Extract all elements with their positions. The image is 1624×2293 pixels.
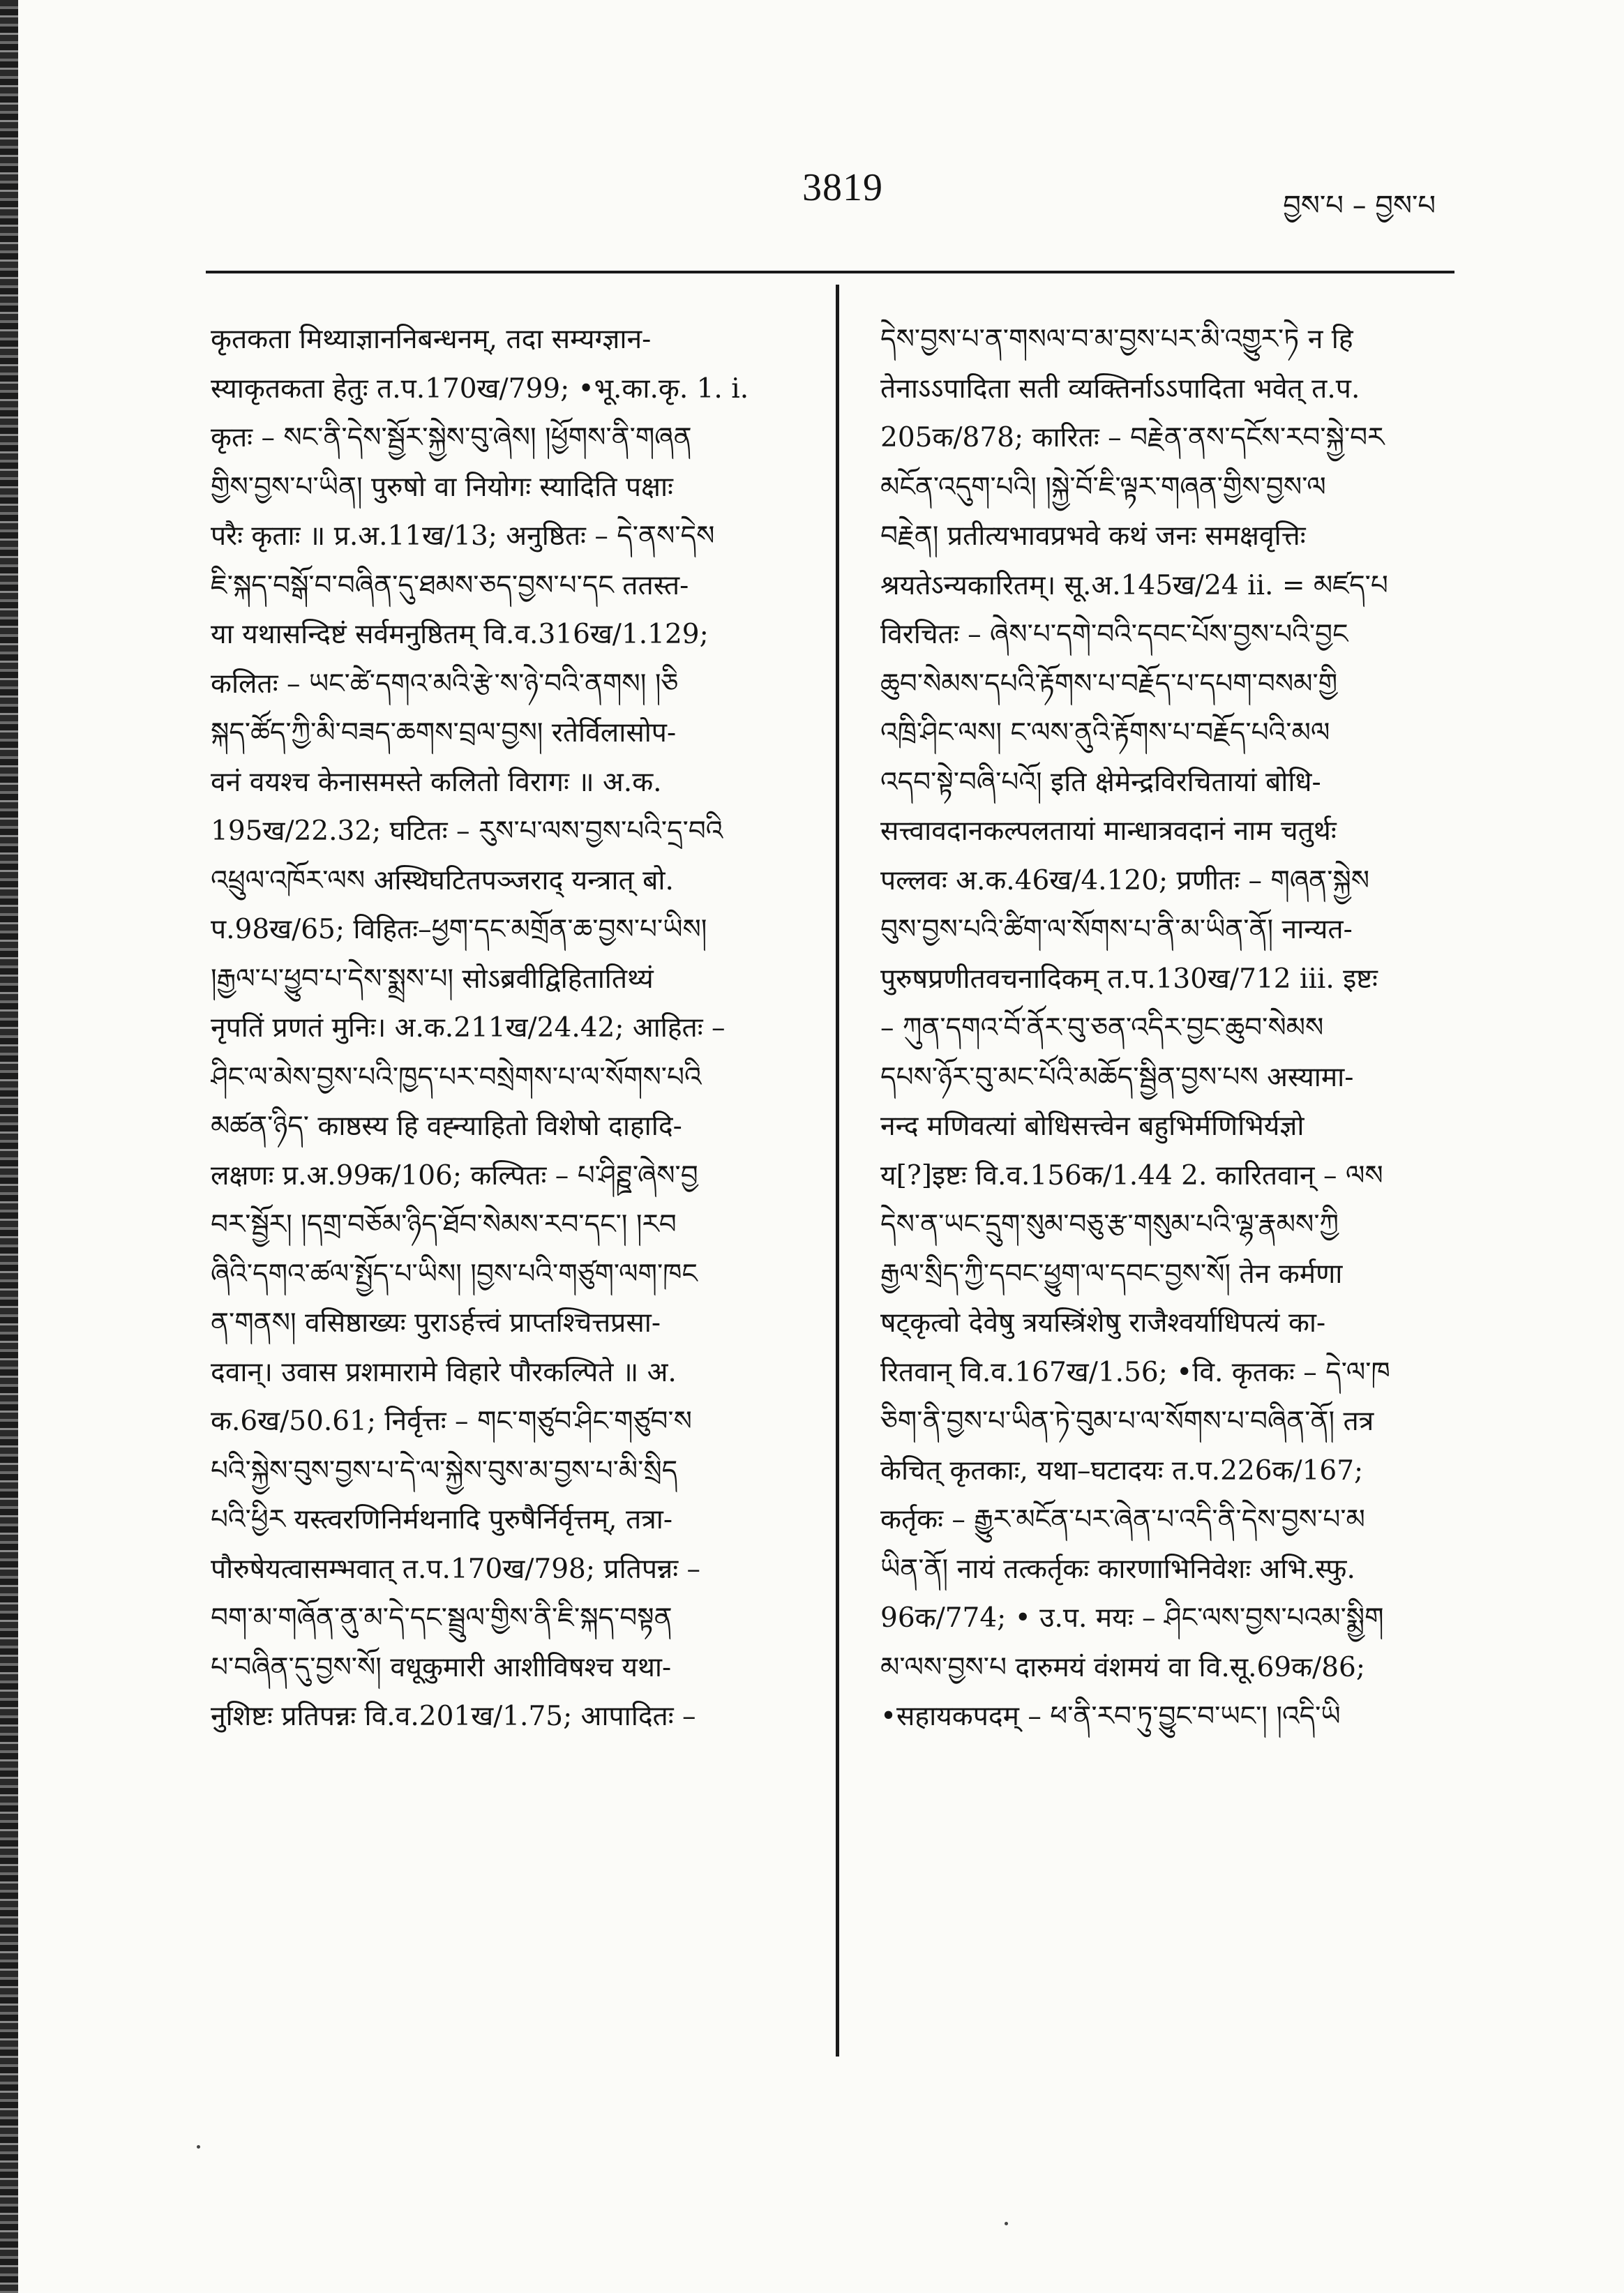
text-line: पल्लवः अ.क.46ख/4.120; प्रणीतः – གཞན་སྐྱེས	[880, 864, 1370, 896]
text-line: – ཀུན་དགའ་བོ་ནོར་བུ་ཅན་འདིར་བྱང་ཆུབ་སེམས	[880, 1012, 1324, 1044]
text-line: རྒྱལ་སྲིད་ཀྱི་དབང་ཕྱུག་ལ་དབང་བྱས་སོ། तेन कर्मणा	[880, 1258, 1343, 1290]
scan-speck	[197, 2145, 200, 2149]
text-line: པའི་སྐྱེས་བུས་བྱས་པ་དེ་ལ་སྐྱེས་བུས་མ་བྱས་པ་མི་སྲིད	[211, 1454, 678, 1487]
page-header	[0, 157, 1624, 220]
text-line: ཞིའི་དགའ་ཚལ་སྤྱོད་པ་ཡིས། །བྱས་པའི་གཙུག་ལག་ཁང	[211, 1258, 698, 1290]
text-line: འཕྲུལ་འཁོར་ལས अस्थिघटितपञ्जराद् यन्त्रात् बो.	[211, 864, 674, 896]
text-line: कर्तृकः – རྒྱུར་མངོན་པར་ཞེན་པ་འདི་ནི་དེས་བྱས་པ་མ	[880, 1504, 1365, 1535]
text-line: འདབ་སྟེ་བཞི་པའོ། इति क्षेमेन्द्रविरचितायां बोधि-	[880, 766, 1321, 798]
text-line: ཅིག་ནི་བྱས་པ་ཡིན་ཏེ་བུམ་པ་ལ་སོགས་པ་བཞིན་ནོ། तत्र	[880, 1406, 1374, 1437]
text-line: ཆུབ་སེམས་དཔའི་རྟོགས་པ་བརྗོད་པ་དཔག་བསམ་གྱི	[880, 668, 1338, 700]
text-line: དེས་ན་ཡང་དྲུག་སུམ་བཅུ་རྩ་གསུམ་པའི་ལྷ་རྣམས་ཀྱི	[880, 1209, 1339, 1240]
text-line: वनं वयश्च केनासमस्ते कलितो विरागः ॥ अ.क.	[211, 766, 662, 798]
right-column	[880, 315, 1452, 1742]
text-line: །རྒྱལ་པ་ཕྱུབ་པ་དེས་སྨྲས་པ། सोऽब्रवीद्विहितातिथ्यं	[211, 963, 654, 995]
text-line: परैः कृताः ॥ प्र.अ.11ख/13; अनुष्ठितः – དེ་ནས་དེས	[211, 520, 715, 552]
text-line: བག་མ་གཞོན་ནུ་མ་དེ་དང་སྦྲུལ་གྱིས་ནི་ཇི་སྐད་བསྟན	[211, 1602, 672, 1634]
text-line: य[?]इष्टः वि.व.156क/1.44 2. कारितवान् – ལས	[880, 1159, 1383, 1191]
scan-speck	[1005, 2222, 1008, 2225]
text-line: श्रयतेऽन्यकारितम्। सू.अ.145ख/24 ii. = མཛད་པ	[880, 569, 1388, 601]
text-line: མ་ལས་བྱས་པ दारुमयं वंशमयं वा वि.सू.69क/86;	[880, 1651, 1365, 1683]
text-line: ཡིན་ནོ། नायं तत्कर्तृकः कारणाभिनिवेशः अभि.स्फु.	[880, 1553, 1355, 1585]
text-line: सत्त्वावदानकल्पलतायां मान्धात्रवदानं नाम चतुर्थः	[880, 815, 1337, 847]
text-line: དེས་བྱས་པ་ན་གསལ་བ་མ་བྱས་པར་མི་འགྱུར་ཏེ न हि	[880, 324, 1353, 355]
text-line: नृपतिं प्रणतं मुनिः। अ.क.211ख/24.42; आहितः –	[211, 1012, 725, 1044]
text-line: लक्षणः प्र.अ.99क/106; कल्पितः – པ་ཤིཊྛ་ཞེས་བྱ	[211, 1159, 698, 1191]
text-line: कलितः – ཡང་ཚེ་དགའ་མའི་རྩེ་ས་ཉེ་བའི་ནགས། །ཅི	[211, 668, 679, 700]
text-line: པ་བཞིན་དུ་བྱས་སོ། वधूकुमारी आशीविषश्च यथा-	[211, 1651, 672, 1683]
text-line: བརྗེན། प्रतीत्यभावप्रभवे कथं जनः समक्षवृत्तिः	[880, 520, 1306, 552]
text-line: མངོན་འདུག་པའི། །སྐྱེ་བོ་ཇི་ལྟར་གཞན་གྱིས་བྱས་ལ	[880, 471, 1326, 503]
text-line: पुरुषप्रणीतवचनादिकम् त.प.130ख/712 iii. इष्टः	[880, 963, 1378, 995]
text-line: འཁྲི་ཤིང་ལས། ང་ལས་ནུའི་རྟོགས་པ་བརྗོད་པའི་མལ	[880, 717, 1330, 749]
text-line: ཤིང་ལ་མེས་བྱས་པའི་ཁྱད་པར་བསྲེགས་པ་ལ་སོགས་པའི	[211, 1061, 702, 1093]
text-line: षट्कृत्वो देवेषु त्रयस्त्रिंशेषु राजैश्वर्याधिपत्यं का-	[880, 1307, 1326, 1339]
text-line: केचित् कृतकाः, यथा–घटादयः त.प.226क/167;	[880, 1454, 1364, 1487]
text-line: 195ख/22.32; घटितः – རུས་པ་ལས་བྱས་པའི་དྲ་བའི	[211, 815, 723, 847]
text-line: रितवान् वि.व.167ख/1.56; •वि. कृतकः – དེ་ལ་ཁ	[880, 1356, 1390, 1388]
text-line: तेनाऽऽपादिता सती व्यक्तिर्नाऽऽपादिता भवेत् त.प.	[880, 373, 1360, 405]
page-number: 3819	[802, 166, 883, 209]
text-line: या यथासन्दिष्टं सर्वमनुष्ठितम् वि.व.316ख/1.129;	[211, 619, 709, 650]
book-binding-edge	[0, 0, 18, 2293]
text-line: पौरुषेयत्वासम्भवात् त.प.170ख/798; प्रतिपन्नः –	[211, 1553, 701, 1585]
text-line: •सहायकपदम् – ཕ་ནི་རབ་ཏུ་བྱུང་བ་ཡང་། །འདི་ཡི	[880, 1701, 1341, 1732]
text-line: नुशिष्टः प्रतिपन्नः वि.व.201ख/1.75; आपादितः –	[211, 1701, 696, 1732]
column-divider	[836, 285, 839, 2057]
text-line: མཚན་ཉིད་ काष्ठस्य हि वह्न्याहितो विशेषो दाहादि-	[211, 1111, 682, 1142]
text-line: ན་གནས། वसिष्ठाख्यः पुराऽर्हत्त्वं प्राप्तश्चित्तप्रसा-	[211, 1307, 661, 1339]
text-line: विरचितः – ཞེས་པ་དགེ་བའི་དབང་པོས་བྱས་པའི་བྱང	[880, 619, 1348, 650]
text-line: नन्द मणिवत्यां बोधिसत्त्वेन बहुभिर्मणिभिर्यज्ञो	[880, 1111, 1305, 1142]
text-line: བར་སྦྱོར། །དགྲ་བཅོམ་ཉིད་ཐོབ་སེམས་རབ་དང་། །རབ	[211, 1209, 677, 1240]
text-line: གྱིས་བྱས་པ་ཡིན། पुरुषो वा नियोगः स्यादिति पक्षाः	[211, 471, 673, 503]
text-line: क.6ख/50.61; निर्वृत्तः – གང་གཙུབ་ཤིང་གཙུབ་ས	[211, 1406, 692, 1437]
header-rule	[206, 271, 1454, 273]
left-column	[211, 315, 818, 1742]
text-line: བུས་བྱས་པའི་ཚིག་ལ་སོགས་པ་ནི་མ་ཡིན་ནོ། नान्यत-	[880, 914, 1353, 945]
text-line: 205क/878; कारितः – བརྗེན་ནས་དངོས་རབ་སྐྱེ་བར	[880, 422, 1385, 453]
text-line: 96क/774; • उ.प. मयः – ཤིང་ལས་བྱས་པའམ་སྨྱིག	[880, 1602, 1384, 1634]
text-line: དཔས་ཉོར་བུ་མང་པོའི་མཆོད་སྦྱིན་བྱས་པས अस्यामा-	[880, 1061, 1354, 1093]
text-line: प.98ख/65; विहितः–ཕྱག་དང་མགྲོན་ཆ་བྱས་པ་ཡིས།	[211, 914, 707, 945]
text-line: སྐད་ཚོད་ཀྱི་མི་བཟད་ཆགས་བྲལ་བྱས། रतेर्विलासोप-	[211, 717, 677, 749]
text-line: कृतकता मिथ्याज्ञाननिबन्धनम्, तदा सम्यग्ज्ञान-	[211, 324, 652, 355]
text-line: ཇི་སྐད་བསྒོ་བ་བཞིན་དུ་ཐམས་ཅད་བྱས་པ་དང ततस्त-	[211, 569, 689, 601]
running-head: བྱས་པ – བྱས་པ	[1283, 190, 1436, 222]
text-line: दवान्। उवास प्रशमारामे विहारे पौरकल्पिते ॥ अ.	[211, 1356, 677, 1388]
text-line: कृतः – སང་ནི་དེས་སྦྱོར་སྐྱེས་བུ་ཞེས། །ཕྱོགས་ནི་གཞན	[211, 422, 692, 453]
text-line: པའི་ཕྱིར यस्त्वरणिनिर्मथनादि पुरुषैर्निर्वृत्तम्, तत्रा-	[211, 1504, 673, 1535]
text-line: स्याकृतकता हेतुः त.प.170ख/799; •भू.का.कृ. 1. i.	[211, 373, 749, 405]
